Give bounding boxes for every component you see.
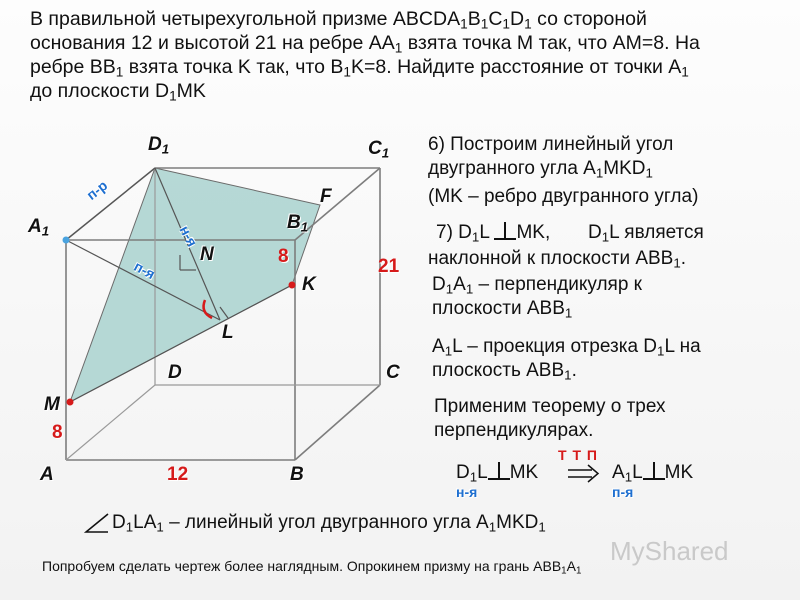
step7-line2: наклонной к плоскости $ABB_1$. [428,248,687,271]
watermark: MyShared [610,536,729,566]
step6-line2: двугранного угла $A_1MKD_1$ [428,158,653,181]
problem-line-3: ребре $BB_1$ взята точка K так, что $B_1K=8$. Найдите расстояние от точки $A_1$ [30,56,689,80]
implication-left: $D_1L$ MK [456,462,539,485]
step8-line2: плоскости $ABB_1$ [432,298,573,321]
point-m-dot [67,399,74,406]
step6-line1: 6) Построим линейный угол [428,134,674,155]
b1k-label: 8 [278,246,289,267]
problem-line-4: до плоскости $D_1MK$ [30,80,206,104]
label-perpendicular-tag: п-р [83,177,111,203]
label-c1: $C_1$ [368,138,390,161]
problem-line-2: основания 12 и высотой 21 на ребре $AA_1$ взята точка M так, что AM=8. На [30,32,700,56]
label-c: C [386,362,400,383]
step9-line1: $A_1L$ – проекция отрезка $D_1L$ на [432,336,701,359]
label-b: B [290,464,304,485]
height-label: 21 [378,256,400,277]
implication-right: $A_1L$ MK [612,462,694,485]
label-b1: $B_1$ [287,212,309,235]
step6-line3: (MK – ребро двугранного угла) [428,186,699,207]
perpendicular-symbol [494,222,516,240]
plane-d1-m-k [70,168,320,402]
point-a1-dot [63,237,70,244]
step8-line1: $D_1A_1$ – перпендикуляр к [432,274,642,297]
step7-left: 7) $D_1L$ MK, [436,222,551,245]
perpendicular-symbol [643,462,665,480]
label-projection-tag: п-я [131,257,158,283]
label-d: D [168,362,182,383]
step10-line2: перпендикулярах. [434,420,594,441]
label-n: N [200,244,214,265]
footer-note: Попробуем сделать чертеж более наглядным. Опрокинем призму на грань $ABB_1A_1$ [42,558,582,577]
step10-line1: Применим теорему о трех [434,396,666,417]
implies-arrow-icon [566,464,602,484]
label-a1: $A_1$ [28,216,50,239]
ttp-label: Т Т П [558,447,598,463]
point-k-dot [289,282,296,289]
base-label: 12 [167,464,189,485]
label-f: F [320,186,332,207]
label-m: M [44,394,60,415]
step7-right: $D_1L$ является [588,222,704,245]
conclusion: $D_1LA_1$ – линейный угол двугранного угла $A_1MKD_1$ [112,512,546,535]
implication-left-tag: н-я [456,484,478,500]
perpendicular-symbol [488,462,510,480]
label-l: L [222,322,234,343]
implication-right-tag: п-я [612,484,634,500]
label-d1: $D_1$ [148,134,170,157]
label-a: A [40,464,54,485]
problem-line-1: В правильной четырехугольной призме $ABCDA_1B_1C_1D_1$ со стороной [30,8,647,32]
am-label: 8 [52,422,63,443]
label-slant-tag: н-я [176,222,201,250]
label-k: K [302,274,316,295]
angle-icon [84,512,110,534]
step9-line2: плоскость $ABB_1$. [432,360,577,383]
